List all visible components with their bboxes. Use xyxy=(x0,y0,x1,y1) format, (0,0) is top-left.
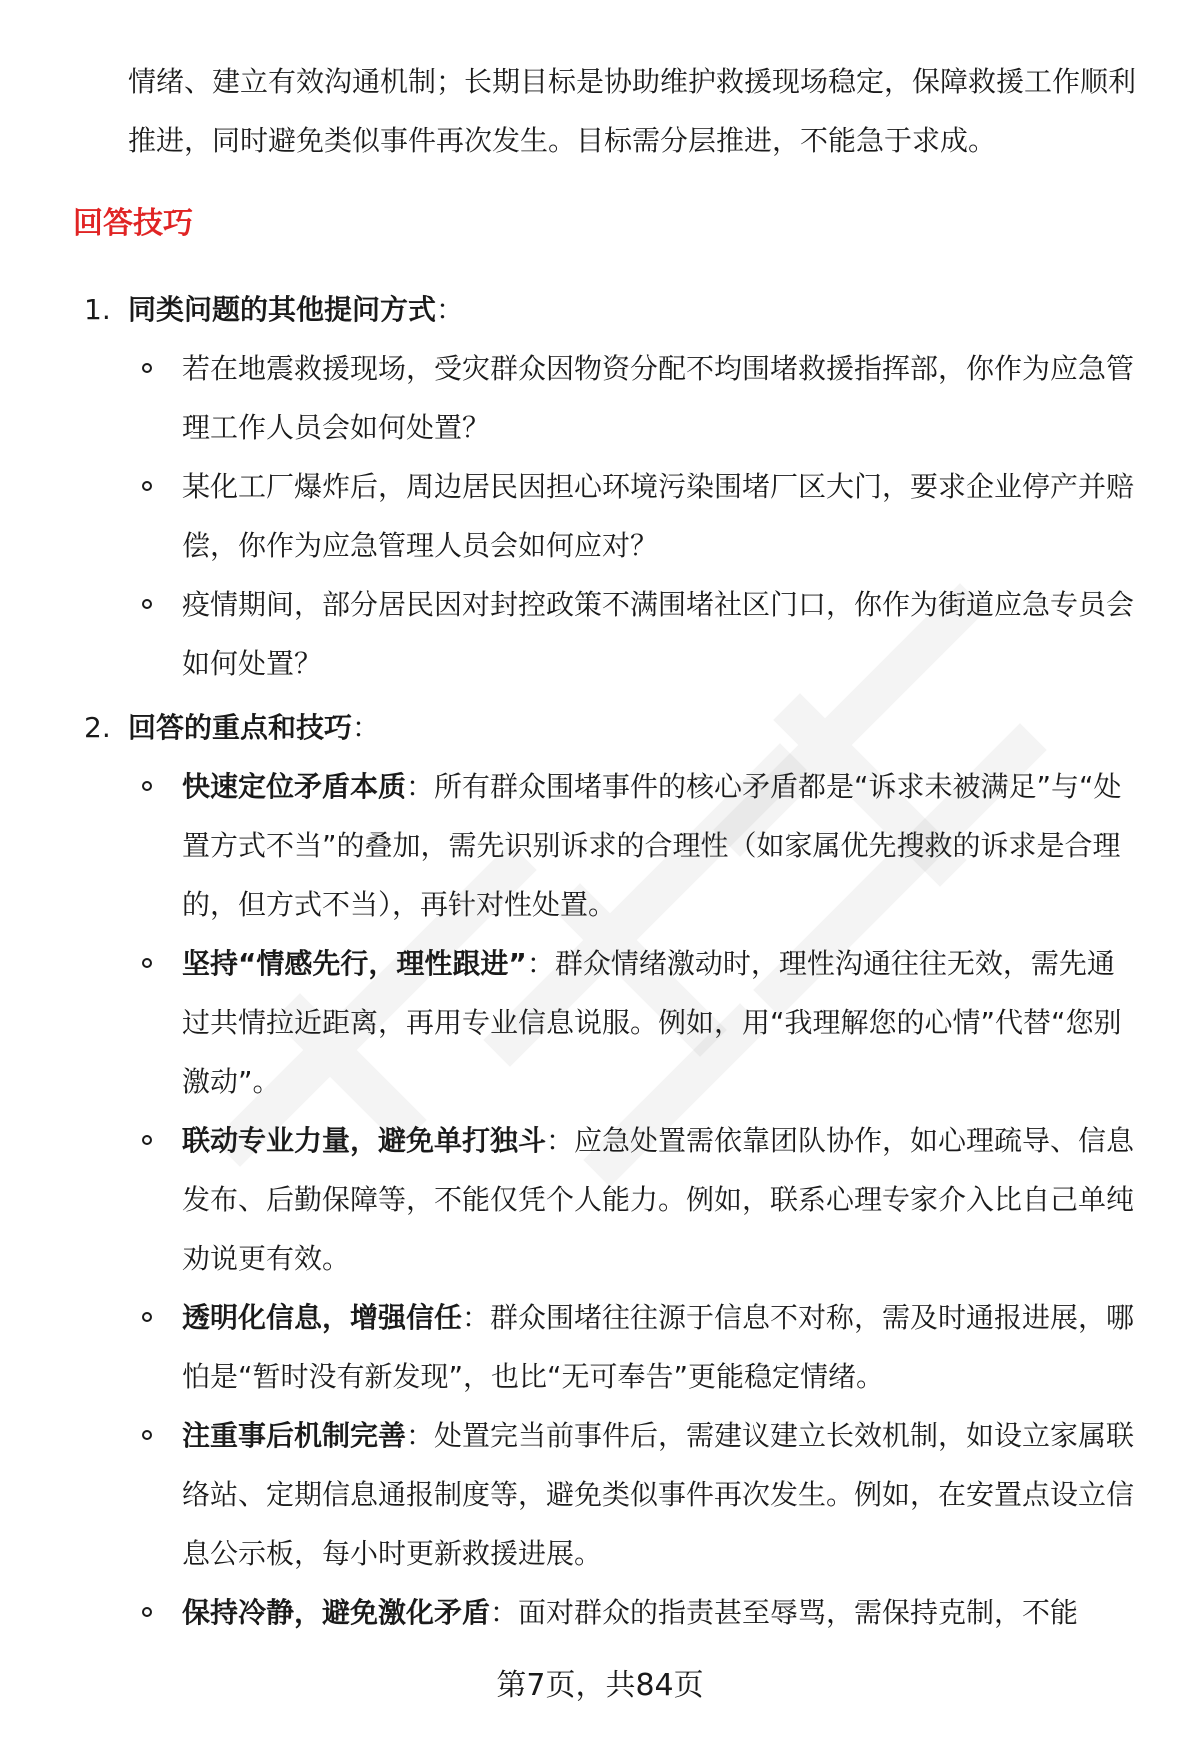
hollow-bullet-icon xyxy=(142,1135,152,1145)
hollow-bullet-icon xyxy=(142,1312,152,1322)
list-item-text: ：群众情绪激动时，理性沟通往往无效，需先通过共情拉近距离，再用专业信息说服。例如，用“我理解您的心情”代替“您别激动”。 xyxy=(182,947,1122,1098)
list-item xyxy=(128,757,1138,934)
item-title: 同类问题的其他提问方式 xyxy=(128,293,437,326)
list-item-text: 某化工厂爆炸后，周边居民因担心环境污染围堵厂区大门，要求企业停产并赔偿，你作为应急管理人员会如何应对？ xyxy=(182,470,1135,562)
item-title: 回答的重点和技巧 xyxy=(128,711,353,744)
list-item xyxy=(128,1583,1138,1642)
list-item-text: 疫情期间，部分居民因对封控政策不满围堵社区门口，你作为街道应急专员会如何处置？ xyxy=(182,588,1135,680)
list-item-lead: 联动专业力量，避免单打独斗 xyxy=(182,1124,547,1157)
list-item xyxy=(128,1288,1138,1406)
numbered-item-2 xyxy=(84,698,1138,1642)
sub-list xyxy=(128,757,1138,1642)
list-item xyxy=(128,457,1138,575)
hollow-bullet-icon xyxy=(142,599,152,609)
section-heading: 回答技巧 xyxy=(73,206,193,241)
list-item-lead: 快速定位矛盾本质 xyxy=(182,770,407,803)
numbered-list-1 xyxy=(84,280,1138,693)
list-item-text: ：面对群众的指责甚至辱骂，需保持克制，不能 xyxy=(490,1596,1079,1629)
list-item-lead: 透明化信息，增强信任 xyxy=(182,1301,463,1334)
list-item-text: 若在地震救援现场，受灾群众因物资分配不均围堵救援指挥部，你作为应急管理工作人员会如何处置？ xyxy=(182,352,1135,444)
hollow-bullet-icon xyxy=(142,481,152,491)
list-item-lead: 保持冷静，避免激化矛盾 xyxy=(182,1596,491,1629)
item-number: 2. xyxy=(84,711,111,744)
intro-block xyxy=(128,52,1138,170)
list-item-text: ：处置完当前事件后，需建议建立长效机制，如设立家属联络站、定期信息通报制度等，避免类似事件再次发生。例如，在安置点设立信息公示板，每小时更新救援进展。 xyxy=(182,1419,1135,1570)
hollow-bullet-icon xyxy=(142,781,152,791)
numbered-item-1 xyxy=(84,280,1138,693)
list-item-lead: 注重事后机制完善 xyxy=(182,1419,407,1452)
numbered-list-2 xyxy=(84,698,1138,1642)
item-colon: ： xyxy=(436,293,465,326)
hollow-bullet-icon xyxy=(142,1607,152,1617)
hollow-bullet-icon xyxy=(142,363,152,373)
list-item xyxy=(128,1111,1138,1288)
sub-list xyxy=(128,339,1138,693)
list-item xyxy=(128,1406,1138,1583)
item-number: 1. xyxy=(84,293,111,326)
list-item-text: ：所有群众围堵事件的核心矛盾都是“诉求未被满足”与“处置方式不当”的叠加，需先识别诉求的合理性（如家属优先搜救的诉求是合理的，但方式不当），再针对性处置。 xyxy=(182,770,1122,921)
list-item xyxy=(128,339,1138,457)
list-item-text: ：群众围堵往往源于信息不对称，需及时通报进展，哪怕是“暂时没有新发现”，也比“无可奉告”更能稳定情绪。 xyxy=(182,1301,1135,1393)
intro-paragraph: 情绪、建立有效沟通机制；长期目标是协助维护救援现场稳定，保障救援工作顺利推进，同时避免类似事件再次发生。目标需分层推进，不能急于求成。 xyxy=(128,65,1137,157)
list-item xyxy=(128,934,1138,1111)
list-item-text: ：应急处置需依靠团队协作，如心理疏导、信息发布、后勤保障等，不能仅凭个人能力。例如，联系心理专家介入比自己单纯劝说更有效。 xyxy=(182,1124,1135,1275)
item-colon: ： xyxy=(352,711,381,744)
list-item xyxy=(128,575,1138,693)
hollow-bullet-icon xyxy=(142,1430,152,1440)
page-footer: 第7页，共84页 xyxy=(496,1668,704,1703)
list-item-lead: 坚持“情感先行，理性跟进” xyxy=(182,947,527,980)
hollow-bullet-icon xyxy=(142,958,152,968)
